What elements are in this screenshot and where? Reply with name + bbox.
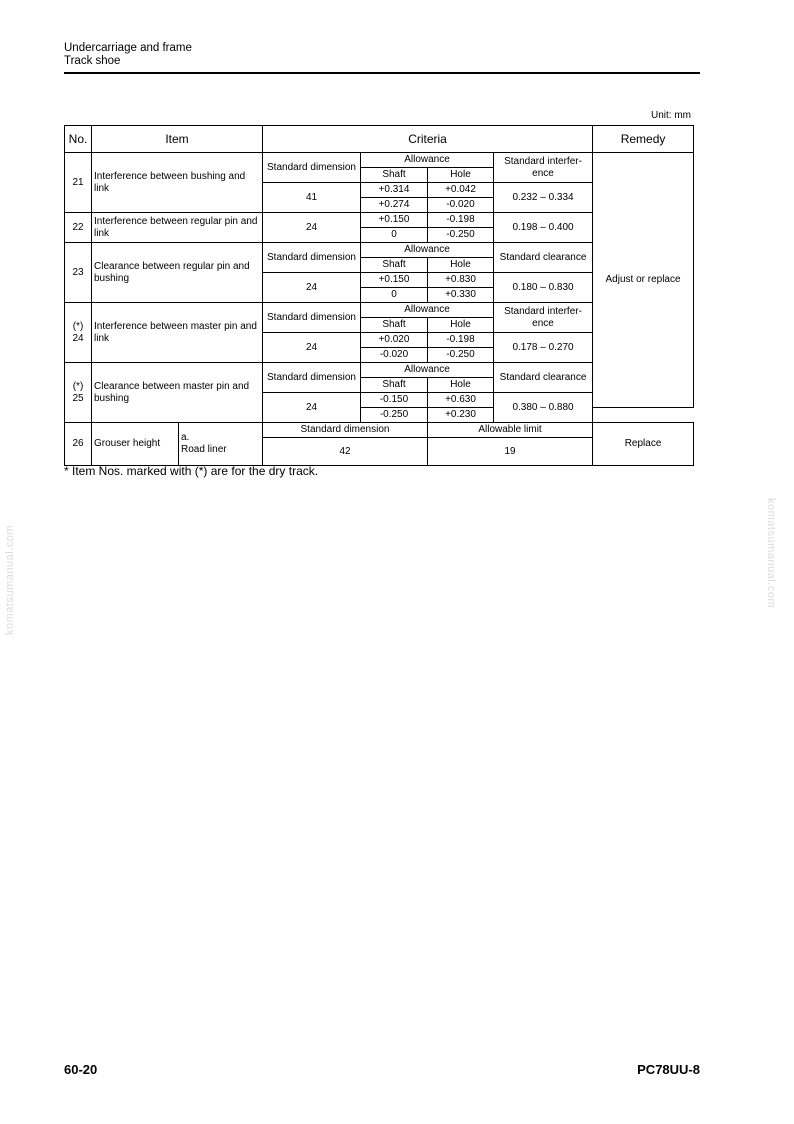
- item-description: Interference between master pin and link: [92, 303, 263, 363]
- item-description: Interference between regular pin and link: [92, 213, 263, 243]
- hole-tolerance-upper: -0.198: [428, 213, 494, 228]
- remedy-adjust-or-replace: Adjust or replace: [593, 153, 694, 408]
- table-row: [65, 423, 694, 438]
- standard-dimension-label: Standard dimension: [263, 423, 428, 438]
- standard-dimension-value: 24: [263, 213, 361, 243]
- hole-label: Hole: [428, 318, 494, 333]
- standard-clearance-value: 0.180 – 0.830: [494, 273, 593, 303]
- allowance-label: Allowance: [361, 303, 494, 318]
- hole-tolerance-upper: +0.630: [428, 393, 494, 408]
- column-header-no: No.: [65, 126, 92, 153]
- page-number: 60-20: [64, 1062, 98, 1077]
- shaft-tolerance-lower: -0.020: [361, 348, 428, 363]
- standard-clearance-label: Standard clearance: [494, 363, 593, 393]
- standard-dimension-label: Standard dimension: [263, 303, 361, 333]
- shaft-tolerance-upper: -0.150: [361, 393, 428, 408]
- table-row: [65, 153, 694, 168]
- standard-dimension-value: 24: [263, 273, 361, 303]
- shaft-label: Shaft: [361, 258, 428, 273]
- allowance-label: Allowance: [361, 243, 494, 258]
- allowable-limit-value: 19: [428, 438, 593, 466]
- unit-label: Unit: mm: [651, 110, 691, 121]
- dry-track-mark: (*): [72, 380, 84, 392]
- standard-dimension-label: Standard dimension: [263, 243, 361, 273]
- item-description: Grouser height: [92, 423, 179, 466]
- sub-item-label: Road liner: [181, 444, 227, 455]
- table-header-row: [65, 126, 694, 153]
- shaft-tolerance-lower: 0: [361, 288, 428, 303]
- hole-tolerance-upper: +0.830: [428, 273, 494, 288]
- shaft-label: Shaft: [361, 318, 428, 333]
- standard-interference-label: Standard interfer-ence: [494, 303, 593, 333]
- item-no: 26: [65, 423, 92, 466]
- standard-interference-value: 0.178 – 0.270: [494, 333, 593, 363]
- item-no-value: 25: [72, 392, 84, 404]
- remedy-replace: Replace: [593, 423, 694, 466]
- standard-interference-value: 0.198 – 0.400: [494, 213, 593, 243]
- standard-dimension-value: 42: [263, 438, 428, 466]
- watermark-left: komatsumanual.com: [4, 525, 16, 635]
- hole-tolerance-lower: -0.020: [428, 198, 494, 213]
- footnote: * Item Nos. marked with (*) are for the dry track.: [64, 464, 319, 478]
- shaft-tolerance-lower: 0: [361, 228, 428, 243]
- column-header-remedy: Remedy: [593, 126, 694, 153]
- hole-tolerance-lower: -0.250: [428, 348, 494, 363]
- standard-dimension-label: Standard dimension: [263, 153, 361, 183]
- item-description: Clearance between regular pin and bushing: [92, 243, 263, 303]
- model-name: PC78UU-8: [637, 1062, 700, 1077]
- standard-dimension-value: 24: [263, 393, 361, 423]
- item-no: 22: [65, 213, 92, 243]
- standard-interference-value: 0.232 – 0.334: [494, 183, 593, 213]
- sub-item: [179, 423, 263, 466]
- item-no: 23: [65, 243, 92, 303]
- allowance-label: Allowance: [361, 153, 494, 168]
- column-header-criteria: Criteria: [263, 126, 593, 153]
- allowable-limit-label: Allowable limit: [428, 423, 593, 438]
- item-no-value: 24: [72, 332, 84, 344]
- shaft-tolerance-lower: -0.250: [361, 408, 428, 423]
- item-description: Clearance between master pin and bushing: [92, 363, 263, 423]
- shaft-tolerance-upper: +0.150: [361, 213, 428, 228]
- dry-track-mark: (*): [72, 320, 84, 332]
- shaft-tolerance-upper: +0.150: [361, 273, 428, 288]
- standard-clearance-value: 0.380 – 0.880: [494, 393, 593, 423]
- item-description: Interference between bushing and link: [92, 153, 263, 213]
- shaft-label: Shaft: [361, 168, 428, 183]
- watermark-right: komatsumanual.com: [765, 498, 777, 608]
- standard-dimension-value: 41: [263, 183, 361, 213]
- hole-tolerance-lower: +0.230: [428, 408, 494, 423]
- hole-label: Hole: [428, 258, 494, 273]
- page-header: [64, 42, 700, 74]
- standard-clearance-label: Standard clearance: [494, 243, 593, 273]
- hole-tolerance-lower: +0.330: [428, 288, 494, 303]
- item-no: 21: [65, 153, 92, 213]
- shaft-tolerance-upper: +0.020: [361, 333, 428, 348]
- shaft-tolerance-lower: +0.274: [361, 198, 428, 213]
- sub-item-letter: a.: [181, 432, 190, 443]
- hole-tolerance-upper: -0.198: [428, 333, 494, 348]
- shaft-label: Shaft: [361, 378, 428, 393]
- standard-interference-label: Standard interfer-ence: [494, 153, 593, 183]
- criteria-table: [64, 125, 694, 466]
- shaft-tolerance-upper: +0.314: [361, 183, 428, 198]
- standard-dimension-label: Standard dimension: [263, 363, 361, 393]
- item-no: [65, 303, 92, 363]
- standard-dimension-value: 24: [263, 333, 361, 363]
- hole-label: Hole: [428, 378, 494, 393]
- header-section: Undercarriage and frame: [64, 42, 192, 54]
- header-subsection: Track shoe: [64, 55, 121, 67]
- allowance-label: Allowance: [361, 363, 494, 378]
- hole-tolerance-upper: +0.042: [428, 183, 494, 198]
- hole-label: Hole: [428, 168, 494, 183]
- item-no: [65, 363, 92, 423]
- column-header-item: Item: [92, 126, 263, 153]
- hole-tolerance-lower: -0.250: [428, 228, 494, 243]
